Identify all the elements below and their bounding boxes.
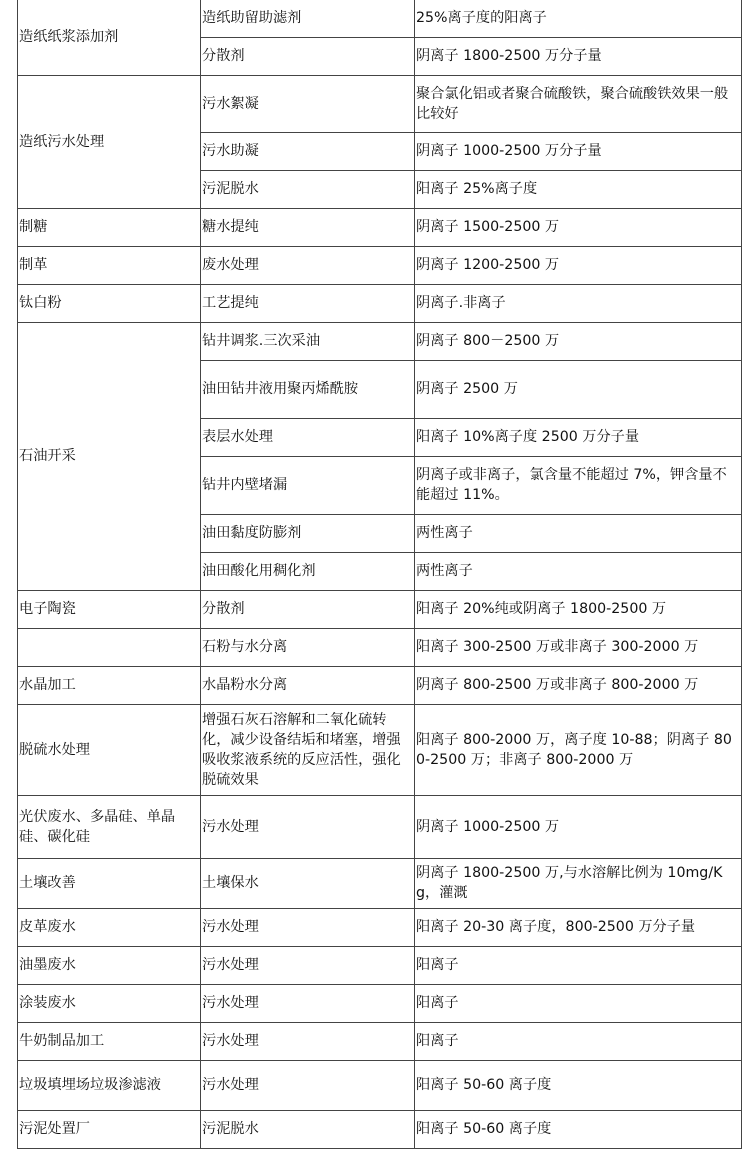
table-row	[18, 75, 742, 132]
spec-cell: 25%离子度的阳离子	[415, 0, 742, 37]
spec-cell: 两性离子	[415, 552, 742, 590]
table-row	[18, 208, 742, 246]
industry-cell: 油墨废水	[18, 946, 201, 984]
process-cell: 钻井调浆.三次采油	[201, 322, 415, 360]
industry-cell: 光伏废水、多晶硅、单晶硅、碳化硅	[18, 795, 201, 858]
industry-cell: 制糖	[18, 208, 201, 246]
spec-cell: 阳离子 300-2500 万或非离子 300-2000 万	[415, 628, 742, 666]
industry-cell: 污泥处置厂	[18, 1110, 201, 1148]
industry-cell: 电子陶瓷	[18, 590, 201, 628]
process-cell: 工艺提纯	[201, 284, 415, 322]
spec-cell: 阳离子 20-30 离子度，800-2500 万分子量	[415, 908, 742, 946]
table-row	[18, 1060, 742, 1110]
spec-cell: 阴离子 1000-2500 万分子量	[415, 132, 742, 170]
table-row	[18, 1022, 742, 1060]
process-cell: 污水处理	[201, 908, 415, 946]
spec-cell: 阳离子 50-60 离子度	[415, 1060, 742, 1110]
table-row	[18, 0, 742, 37]
industry-cell: 水晶加工	[18, 666, 201, 704]
spec-cell: 阴离子 1200-2500 万	[415, 246, 742, 284]
industry-cell: 皮革废水	[18, 908, 201, 946]
spec-cell: 阳离子 25%离子度	[415, 170, 742, 208]
process-cell: 油田黏度防膨剂	[201, 514, 415, 552]
industry-cell: 土壤改善	[18, 858, 201, 908]
table-row	[18, 946, 742, 984]
spec-cell: 阴离子 1800-2500 万,与水溶解比例为 10mg/Kg，灌溉	[415, 858, 742, 908]
spec-cell: 阴离子 2500 万	[415, 360, 742, 418]
industry-cell: 制革	[18, 246, 201, 284]
process-cell: 污水处理	[201, 1022, 415, 1060]
process-cell: 表层水处理	[201, 418, 415, 456]
spec-cell: 两性离子	[415, 514, 742, 552]
industry-cell: 钛白粉	[18, 284, 201, 322]
process-cell: 分散剂	[201, 590, 415, 628]
spec-cell: 阳离子	[415, 1022, 742, 1060]
process-cell: 糖水提纯	[201, 208, 415, 246]
spec-cell: 阳离子	[415, 984, 742, 1022]
process-cell: 污水絮凝	[201, 75, 415, 132]
spec-cell: 阳离子	[415, 946, 742, 984]
industry-cell	[18, 628, 201, 666]
industry-cell: 造纸污水处理	[18, 75, 201, 208]
table-row	[18, 858, 742, 908]
process-cell: 分散剂	[201, 37, 415, 75]
process-cell: 土壤保水	[201, 858, 415, 908]
table-row	[18, 908, 742, 946]
spec-cell: 阴离子.非离子	[415, 284, 742, 322]
industry-cell: 石油开采	[18, 322, 201, 590]
spec-cell: 阳离子 10%离子度 2500 万分子量	[415, 418, 742, 456]
spec-cell: 阳离子 800-2000 万，离子度 10-88；阴离子 800-2500 万；非离子 800-2000 万	[415, 704, 742, 795]
process-cell: 污水处理	[201, 984, 415, 1022]
industry-cell: 涂装废水	[18, 984, 201, 1022]
spec-cell: 阴离子 800－2500 万	[415, 322, 742, 360]
table-body	[18, 0, 742, 1148]
table-row	[18, 984, 742, 1022]
industry-cell: 垃圾填埋场垃圾渗滤液	[18, 1060, 201, 1110]
process-cell: 污泥脱水	[201, 1110, 415, 1148]
spec-cell: 阳离子 50-60 离子度	[415, 1110, 742, 1148]
process-cell: 钻井内壁堵漏	[201, 456, 415, 514]
spec-cell: 阳离子 20%纯或阴离子 1800-2500 万	[415, 590, 742, 628]
process-cell: 污水处理	[201, 946, 415, 984]
spec-cell: 阴离子或非离子，氯含量不能超过 7%，钾含量不能超过 11%。	[415, 456, 742, 514]
process-cell: 造纸助留助滤剂	[201, 0, 415, 37]
process-cell: 废水处理	[201, 246, 415, 284]
table-row	[18, 246, 742, 284]
process-cell: 石粉与水分离	[201, 628, 415, 666]
process-cell: 污水处理	[201, 1060, 415, 1110]
process-cell: 油田钻井液用聚丙烯酰胺	[201, 360, 415, 418]
process-cell: 污水助凝	[201, 132, 415, 170]
spec-cell: 阴离子 800-2500 万或非离子 800-2000 万	[415, 666, 742, 704]
industry-cell: 牛奶制品加工	[18, 1022, 201, 1060]
process-cell: 污水处理	[201, 795, 415, 858]
spec-cell: 聚合氯化铝或者聚合硫酸铁，聚合硫酸铁效果一般比较好	[415, 75, 742, 132]
table-row	[18, 628, 742, 666]
product-application-table-container	[17, 0, 741, 1149]
spec-cell: 阴离子 1000-2500 万	[415, 795, 742, 858]
table-row	[18, 284, 742, 322]
process-cell: 增强石灰石溶解和二氧化硫转化，减少设备结垢和堵塞，增强吸收浆液系统的反应活性，强化脱硫效果	[201, 704, 415, 795]
table-row	[18, 666, 742, 704]
product-application-table	[17, 0, 742, 1149]
table-row	[18, 795, 742, 858]
table-row	[18, 590, 742, 628]
process-cell: 油田酸化用稠化剂	[201, 552, 415, 590]
table-row	[18, 322, 742, 360]
spec-cell: 阴离子 1500-2500 万	[415, 208, 742, 246]
process-cell: 污泥脱水	[201, 170, 415, 208]
industry-cell: 脱硫水处理	[18, 704, 201, 795]
process-cell: 水晶粉水分离	[201, 666, 415, 704]
industry-cell: 造纸纸浆添加剂	[18, 0, 201, 75]
spec-cell: 阴离子 1800-2500 万分子量	[415, 37, 742, 75]
table-row	[18, 704, 742, 795]
table-row	[18, 1110, 742, 1148]
